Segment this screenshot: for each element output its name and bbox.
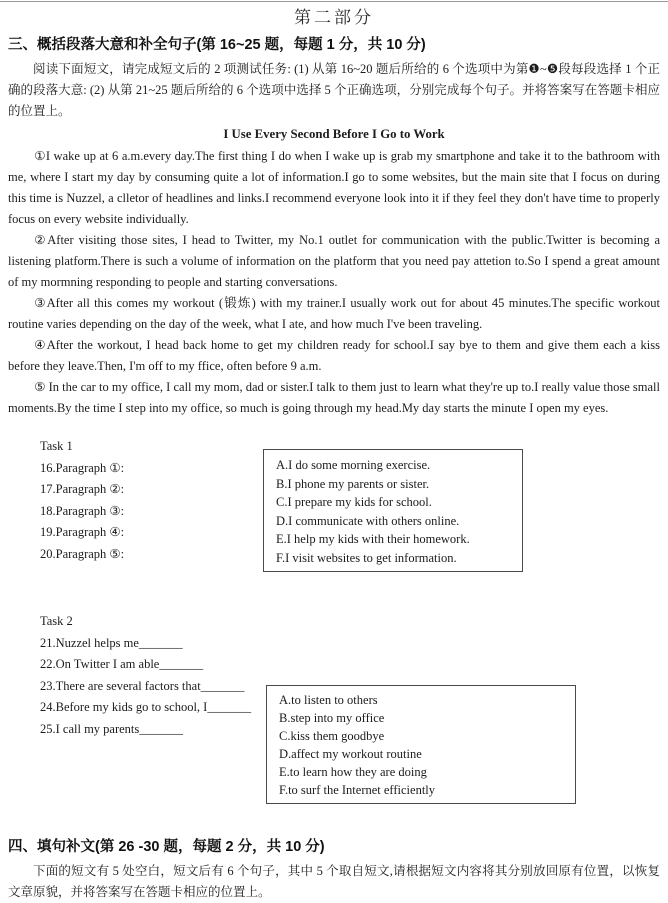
task2-option-b: B.step into my office xyxy=(279,710,385,725)
task1-option-b: B.I phone my parents or sister. xyxy=(276,476,430,491)
task2-option-a: A.to listen to others xyxy=(279,693,378,707)
task1-question-19: 19.Paragraph ④: xyxy=(40,525,125,539)
task1-option-a: A.I do some morning exercise. xyxy=(276,458,431,472)
task1-question-16: 16.Paragraph ①: xyxy=(40,460,125,475)
section4-instructions: 下面的短文有 5 处空白，短文后有 6 个句子，其中 5 个取自短文,请根据短文内容将其分别放回原有位置，以恢复文章原貌，并将答案写在答题卡相应的位置上。 xyxy=(8,864,660,899)
section3-heading: 三、概括段落大意和补全句子(第 16~25 题，每题 1 分，共 10 分) xyxy=(8,37,426,53)
section3-instructions: 阅读下面短文，请完成短文后的 2 项测试任务: (1) 从第 16~20 题后所给的 6 个选项中为第❶~❺段每段选择 1 个正确的段落大意: (2) 从第 21~25 题后所给的 6 个选项中选择 5 个正确选项，分别完成每个句子。并将答案写在答题卡相应的位置上。 xyxy=(8,62,660,118)
task1-question-17: 17.Paragraph ②: xyxy=(40,482,125,496)
part-title: 第二部分 xyxy=(294,8,374,27)
task1-label: Task 1 xyxy=(40,439,73,453)
article-paragraph-2: ②After visiting those sites, I head to Twitter, my No.1 outlet for communication with the public.Twitter is becoming a listening platform.There is such a volume of information on the platform that you need pay attetion to.So I spend a great amount of my mormning responding to people and starting conversations. xyxy=(8,233,660,289)
article-paragraph-3: ③After all this comes my workout (锻炼) with my trainer.I usually work out for about 45 minutes.The specific workout routine varies depending on the day of the week, what I ate, and how much I've been traveling. xyxy=(8,296,660,331)
task1-options-box xyxy=(263,449,523,572)
task1-option-d: D.I communicate with others online. xyxy=(276,513,460,528)
section4-heading: 四、填句补文(第 26 -30 题，每题 2 分，共 10 分) xyxy=(8,839,325,855)
task2-label: Task 2 xyxy=(40,614,73,628)
task2-option-e: E.to learn how they are doing xyxy=(279,764,427,779)
task1-question-20: 20.Paragraph ⑤: xyxy=(40,546,125,561)
article-title: I Use Every Second Before I Go to Work xyxy=(223,127,445,141)
article-paragraph-1: ①I wake up at 6 a.m.every day.The first thing I do when I wake up is grab my smartphone and take it to the bathroom with me, where I start my day by consuming quite a lot of information.I go to some websites, but the main site that I focus on during this time is Nuzzel, a clletor of headlines and links.I recommend everyone look into it if they feel they don't have time to properly focus on every website individually. xyxy=(8,149,660,226)
task1-block xyxy=(40,436,660,584)
task2-question-24: 24.Before my kids go to school, I_______ xyxy=(40,700,252,714)
task2-option-d: D.affect my workout routine xyxy=(279,746,422,761)
task1-option-c: C.I prepare my kids for school. xyxy=(276,495,432,509)
task2-question-21: 21.Nuzzel helps me_______ xyxy=(40,635,183,650)
page-top-rule xyxy=(0,1,668,2)
task2-block xyxy=(40,611,660,804)
task2-question-22: 22.On Twitter I am able_______ xyxy=(40,657,204,671)
article-paragraph-5: ⑤ In the car to my office, I call my mom, dad or sister.I talk to them just to learn what they're up to.I really value those small moments.By the time I step into my office, so much is going through my head.My day starts the minute I open my eyes. xyxy=(8,380,660,415)
task2-option-c: C.kiss them goodbye xyxy=(279,728,385,743)
task1-question-18: 18.Paragraph ③: xyxy=(40,503,125,518)
article-paragraph-4: ④After the workout, I head back home to get my children ready for school.I say bye to them and give them each a kiss before they leave.Then, I'm off to my ffice, often before 9 a.m. xyxy=(8,338,660,373)
task1-option-e: E.I help my kids with their homework. xyxy=(276,532,470,546)
task2-question-25: 25.I call my parents_______ xyxy=(40,721,184,736)
task2-question-23: 23.There are several factors that_______ xyxy=(40,678,245,693)
task2-options-box xyxy=(266,685,576,804)
task2-option-f: F.to surf the Internet efficiently xyxy=(279,782,436,797)
task1-option-f: F.I visit websites to get information. xyxy=(276,550,457,565)
